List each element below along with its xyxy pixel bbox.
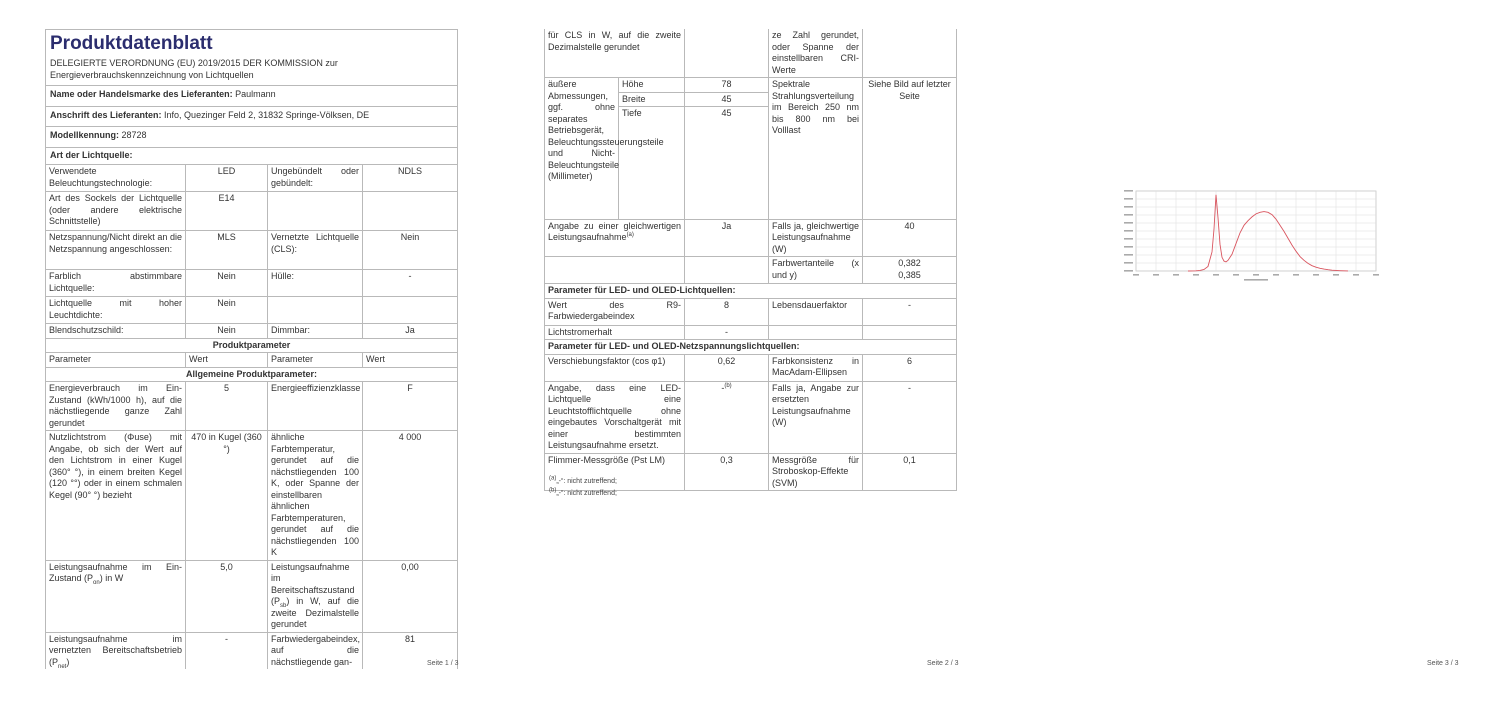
x-tick-label bbox=[1293, 274, 1299, 276]
param-value: MLS bbox=[186, 231, 268, 270]
table-row bbox=[46, 192, 458, 231]
param-value: Nein bbox=[186, 270, 268, 297]
param-label: Vernetzte Lichtquelle (CLS): bbox=[268, 231, 363, 270]
param-value: 0,3 bbox=[685, 453, 769, 491]
footnote-a: $^{(a)}$„-“: nicht zutreffend; bbox=[549, 475, 617, 485]
chart-grid bbox=[1136, 191, 1376, 271]
param-value bbox=[685, 257, 769, 284]
param-value: - bbox=[685, 325, 769, 340]
param-value: 40 bbox=[863, 219, 957, 257]
y-tick-label bbox=[1124, 222, 1133, 224]
param-label: Farblich abstimmbare Lichtquelle: bbox=[46, 270, 186, 297]
dim-name: Höhe bbox=[619, 78, 685, 93]
param-label: Angabe zu einer gleichwertigen Leistungsaufnahme$^{(a)}$ bbox=[545, 219, 685, 257]
y-tick-label bbox=[1124, 254, 1133, 256]
param-value: F bbox=[363, 382, 458, 431]
x-tick-label bbox=[1313, 274, 1319, 276]
table-row bbox=[46, 165, 458, 192]
param-value: 0,1 bbox=[863, 453, 957, 491]
y-tick-label bbox=[1124, 246, 1133, 248]
model-label: Modellkennung: bbox=[50, 130, 119, 140]
col-header-value: Wert bbox=[363, 353, 458, 368]
param-label: ze Zahl gerundet, oder Spanne der einstellbaren CRI-Werte bbox=[769, 29, 863, 78]
page-number: Seite 3 / 3 bbox=[1427, 660, 1459, 667]
param-label: Verwendete Beleuchtungstechnologie: bbox=[46, 165, 186, 192]
param-value: 8 bbox=[685, 298, 769, 325]
param-label: Blendschutzschild: bbox=[46, 324, 186, 339]
param-label: Leistungsaufnahme im Ein-Zustand $(P_{on})$ in W bbox=[46, 560, 186, 632]
param-value: E14 bbox=[186, 192, 268, 231]
param-label: Leistungsaufnahme im Bereitschaftszustand $(P_{sb})$ in W, auf die zweite Dezimalstelle gerundet bbox=[268, 560, 363, 632]
table-header-row bbox=[46, 353, 458, 368]
address-label: Anschrift des Lieferanten: bbox=[50, 109, 162, 120]
x-tick-label bbox=[1333, 274, 1339, 276]
param-label: Art des Sockels der Lichtquelle (oder andere elektrische Schnittstelle) bbox=[46, 192, 186, 231]
param-label: Energieeffizienzklasse bbox=[268, 382, 363, 431]
model-value: 28728 bbox=[121, 130, 147, 140]
spectral-distribution-chart bbox=[1122, 185, 1382, 285]
page-number: Seite 2 / 3 bbox=[927, 660, 959, 667]
param-label: Lichtstromerhalt bbox=[545, 325, 685, 340]
param-value bbox=[863, 29, 957, 78]
product-params-header: Produktparameter bbox=[46, 338, 458, 353]
x-tick-label bbox=[1253, 274, 1259, 276]
page-1 bbox=[0, 0, 500, 707]
table-row bbox=[46, 560, 458, 632]
x-tick-label bbox=[1233, 274, 1239, 276]
param-label: Farbkonsistenz in MacAdam-Ellipsen bbox=[769, 354, 863, 381]
dim-value: 45 bbox=[685, 107, 769, 121]
table-row bbox=[545, 325, 957, 340]
table-row bbox=[545, 29, 957, 78]
table-row bbox=[545, 354, 957, 381]
param-label: Dimmbar: bbox=[268, 324, 363, 339]
regulation-text: DELEGIERTE VERORDNUNG (EU) 2019/2015 DER KOMMISSION zur Energieverbrauchskennzeichnung von Lichtquellen bbox=[50, 58, 338, 80]
param-value: LED bbox=[186, 165, 268, 192]
param-value: -$^{(b)}$ bbox=[685, 381, 769, 453]
x-axis-label bbox=[1244, 279, 1268, 281]
param-value: - bbox=[863, 381, 957, 453]
param-value: 5,0 bbox=[186, 560, 268, 632]
param-label: Flimmer-Messgröße (Pst LM) bbox=[545, 453, 685, 491]
param-label bbox=[268, 192, 363, 231]
param-value: NDLS bbox=[363, 165, 458, 192]
param-value: 5 bbox=[186, 382, 268, 431]
page-3 bbox=[1000, 0, 1500, 707]
supplier-value: Paulmann bbox=[235, 89, 276, 99]
supplier-label: Name oder Handelsmarke des Lieferanten: bbox=[50, 89, 233, 99]
param-label bbox=[545, 257, 685, 284]
param-label: ähnliche Farbtemperatur, gerundet auf die nächstliegenden 100 K, oder Spanne der einstellbaren ähnlichen Farbtemperaturen, gerundet auf die nächstliegenden 100 K bbox=[268, 431, 363, 561]
param-value: Ja bbox=[363, 324, 458, 339]
x-tick-label bbox=[1153, 274, 1159, 276]
page-number: Seite 1 / 3 bbox=[427, 660, 459, 667]
param-label: Messgröße für Stroboskop-Effekte (SVM) bbox=[769, 453, 863, 491]
dim-name: Tiefe bbox=[619, 107, 685, 121]
param-label: für CLS in W, auf die zweite Dezimalstelle gerundet bbox=[545, 29, 685, 78]
param-label: Lichtquelle mit hoher Leuchtdichte: bbox=[46, 297, 186, 324]
param-label: Leistungsaufnahme im vernetzten Bereitschaftsbetrieb $(P_{net})$ bbox=[46, 632, 186, 669]
y-tick-label bbox=[1124, 270, 1133, 272]
y-tick-label bbox=[1124, 198, 1133, 200]
spectrum-series-line bbox=[1188, 195, 1348, 271]
table-row bbox=[545, 298, 957, 325]
param-label: Farbwiedergabeindex, auf die nächstliegende gan- bbox=[268, 632, 363, 669]
page-title: Produktdatenblatt bbox=[50, 33, 213, 54]
light-source-type-header: Art der Lichtquelle: bbox=[46, 147, 458, 165]
led-params-header: Parameter für LED- und OLED-Lichtquellen: bbox=[545, 284, 957, 299]
x-tick-label bbox=[1373, 274, 1379, 276]
param-label: Verschiebungsfaktor (cos φ1) bbox=[545, 354, 685, 381]
param-value: - bbox=[363, 270, 458, 297]
spectral-value: Siehe Bild auf letzter Seite bbox=[863, 78, 957, 220]
param-value bbox=[685, 29, 769, 78]
table-row bbox=[545, 219, 957, 257]
param-value: 0,00 bbox=[363, 560, 458, 632]
param-label: Netzspannung/Nicht direkt an die Netzspannung angeschlossen: bbox=[46, 231, 186, 270]
y-tick-label bbox=[1124, 190, 1133, 192]
param-value: Ja bbox=[685, 219, 769, 257]
param-value bbox=[363, 192, 458, 231]
y-tick-label bbox=[1124, 262, 1133, 264]
general-params-header: Allgemeine Produktparameter: bbox=[46, 367, 458, 382]
param-value: Nein bbox=[186, 297, 268, 324]
param-label: Lebensdauerfaktor bbox=[769, 298, 863, 325]
param-label: Angabe, dass eine LED-Lichtquelle eine Leuchtstofflichtquelle ohne eingebautes Vorschaltgerät mit einer bestimmten Leistungsaufnahme ersetzt. bbox=[545, 381, 685, 453]
spectral-label: Spektrale Strahlungsverteilung im Bereich 250 nm bis 800 nm bei Volllast bbox=[769, 78, 863, 220]
footnotes bbox=[549, 476, 617, 500]
dims-label: äußere Abmessungen, ggf. ohne separates Betriebsgerät, Beleuchtungssteuerungsteile und Nicht-Beleuchtungsteile (Millimeter) bbox=[545, 78, 619, 220]
table-row bbox=[46, 382, 458, 431]
mains-params-header: Parameter für LED- und OLED-Netzspannungslichtquellen: bbox=[545, 340, 957, 355]
x-tick-label bbox=[1173, 274, 1179, 276]
table-row bbox=[46, 324, 458, 339]
param-value: - bbox=[863, 298, 957, 325]
address-value: Info, Quezinger Feld 2, 31832 Springe-Völksen, DE bbox=[164, 109, 370, 120]
param-value: 6 bbox=[863, 354, 957, 381]
param-value: 4 000 bbox=[363, 431, 458, 561]
param-label: Ungebündelt oder gebündelt: bbox=[268, 165, 363, 192]
y-tick-label bbox=[1124, 230, 1133, 232]
param-label: Nutzlichtstrom (Φuse) mit Angabe, ob sich der Wert auf den Lichtstrom in einer Kugel (360° °), in einem breiten Kegel (120 °°) oder in einem schmalen Kegel (90° °) bezieht bbox=[46, 431, 186, 561]
table-row bbox=[46, 231, 458, 270]
param-value: Nein bbox=[363, 231, 458, 270]
dim-value: 45 bbox=[685, 92, 769, 107]
dim-name: Breite bbox=[619, 92, 685, 107]
x-tick-labels bbox=[1133, 274, 1379, 281]
col-header-value: Wert bbox=[186, 353, 268, 368]
table-row bbox=[545, 381, 957, 453]
col-header-param: Parameter bbox=[268, 353, 363, 368]
y-tick-labels bbox=[1124, 190, 1133, 272]
page-2 bbox=[500, 0, 1000, 707]
param-label: Wert des R9-Farbwiedergabeindex bbox=[545, 298, 685, 325]
param-label bbox=[268, 297, 363, 324]
y-tick-label bbox=[1124, 206, 1133, 208]
param-value: 0,382 0,385 bbox=[863, 257, 957, 284]
param-value: - bbox=[186, 632, 268, 669]
footnote-b: $^{(b)}$„-“: nicht zutreffend; bbox=[549, 487, 617, 497]
param-value: 0,62 bbox=[685, 354, 769, 381]
table-row bbox=[545, 78, 957, 93]
table-row bbox=[46, 632, 458, 669]
y-tick-label bbox=[1124, 214, 1133, 216]
datasheet-table-page2 bbox=[544, 29, 957, 491]
x-tick-label bbox=[1213, 274, 1219, 276]
param-label: Falls ja, Angabe zur ersetzten Leistungsaufnahme (W) bbox=[769, 381, 863, 453]
param-label: Energieverbrauch im Ein-Zustand (kWh/1000 h), auf die nächstliegende ganze Zahl gerundet bbox=[46, 382, 186, 431]
x-tick-label bbox=[1133, 274, 1139, 276]
param-label: Farbwertanteile (x und y) bbox=[769, 257, 863, 284]
table-row bbox=[46, 431, 458, 561]
param-value: 470 in Kugel (360 °) bbox=[186, 431, 268, 561]
datasheet-table-page1 bbox=[45, 29, 458, 669]
table-row bbox=[545, 257, 957, 284]
table-row bbox=[46, 270, 458, 297]
col-header-param: Parameter bbox=[46, 353, 186, 368]
table-row bbox=[46, 297, 458, 324]
param-label: Falls ja, gleichwertige Leistungsaufnahme (W) bbox=[769, 219, 863, 257]
y-tick-label bbox=[1124, 238, 1133, 240]
param-label: Hülle: bbox=[268, 270, 363, 297]
x-tick-label bbox=[1273, 274, 1279, 276]
param-value: 81 bbox=[363, 632, 458, 669]
param-value: Nein bbox=[186, 324, 268, 339]
x-tick-label bbox=[1193, 274, 1199, 276]
param-value bbox=[363, 297, 458, 324]
x-tick-label bbox=[1353, 274, 1359, 276]
dim-value: 78 bbox=[685, 78, 769, 93]
